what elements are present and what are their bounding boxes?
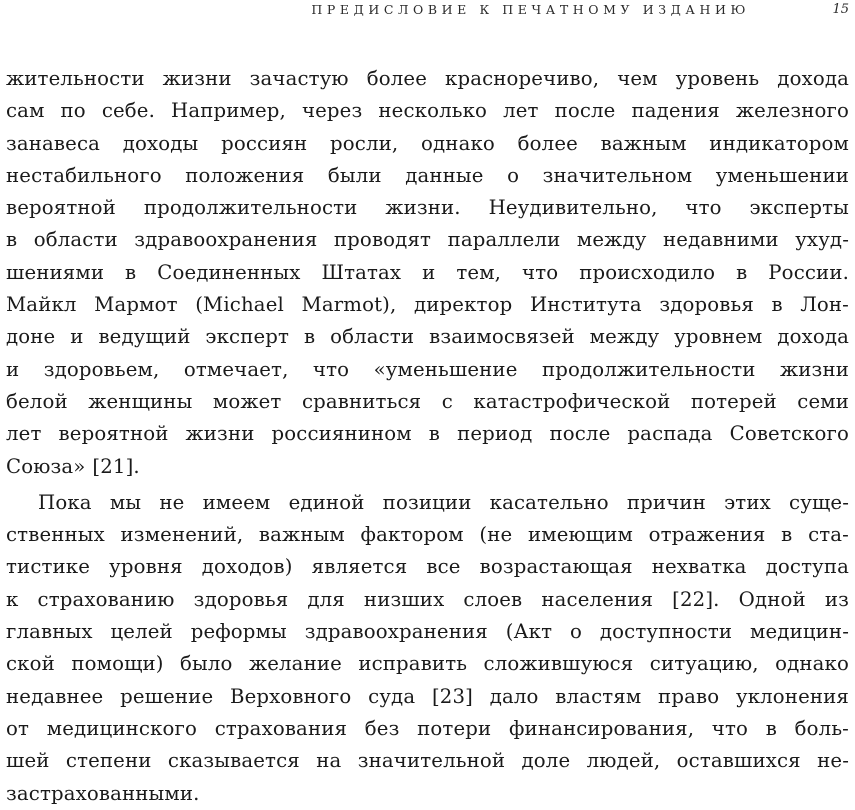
body-text bbox=[6, 63, 849, 810]
text-line: и здоровьем, отмечает, что «уменьшение продолжительности жизни bbox=[6, 357, 849, 381]
text-line: Пока мы не имеем единой позиции касательно причин этих суще- bbox=[38, 490, 849, 514]
text-line: к страхованию здоровья для низших слоев населения [22]. Одной из bbox=[6, 587, 849, 611]
text-line: ской помощи) было желание исправить сложившуюся ситуацию, однако bbox=[6, 652, 849, 676]
text-line: шей степени сказывается на значительной доле людей, оставшихся не- bbox=[6, 749, 849, 773]
text-line: жительности жизни зачастую более красноречиво, чем уровень дохода bbox=[6, 67, 849, 90]
paragraph-1 bbox=[6, 63, 849, 483]
running-header bbox=[0, 2, 849, 22]
text-line: Майкл Мармот (Michael Marmot), директор Института здоровья в Лон- bbox=[6, 293, 849, 317]
text-line: белой женщины может сравниться с катастрофической потерей семи bbox=[6, 389, 849, 413]
text-line: вероятной продолжительности жизни. Неудивительно, что эксперты bbox=[6, 196, 849, 220]
text-line: недавнее решение Верховного суда [23] дало властям право уклонения bbox=[6, 684, 849, 708]
text-line: от медицинского страхования без потери финансирования, что в боль- bbox=[6, 716, 849, 740]
text-line: главных целей реформы здравоохранения (Акт о доступности медицин- bbox=[6, 620, 849, 644]
text-line: ственных изменений, важным фактором (не имеющим отражения в ста- bbox=[6, 523, 849, 547]
text-line: сам по себе. Например, через несколько лет после падения железного bbox=[6, 99, 849, 123]
running-title: ПРЕДИСЛОВИЕ К ПЕЧАТНОМУ ИЗДАНИЮ bbox=[311, 2, 750, 17]
paragraph-2 bbox=[6, 487, 849, 810]
text-line: шениями в Соединенных Штатах и тем, что происходило в России. bbox=[6, 260, 849, 284]
text-line: Союза» [21]. bbox=[6, 454, 140, 478]
text-line: доне и ведущий эксперт в области взаимосвязей между уровнем дохода bbox=[6, 325, 849, 349]
text-line: занавеса доходы россиян росли, однако более важным индикатором bbox=[6, 131, 849, 155]
text-line: застрахованными. bbox=[6, 781, 200, 805]
page-number: 15 bbox=[832, 2, 849, 17]
text-line: нестабильного положения были данные о значительном уменьшении bbox=[6, 163, 849, 187]
text-line: тистике уровня доходов) является все возрастающая нехватка доступа bbox=[6, 555, 849, 579]
text-line: лет вероятной жизни россиянином в период после распада Советского bbox=[6, 422, 849, 446]
text-line: в области здравоохранения проводят параллели между недавними ухуд- bbox=[6, 228, 849, 252]
